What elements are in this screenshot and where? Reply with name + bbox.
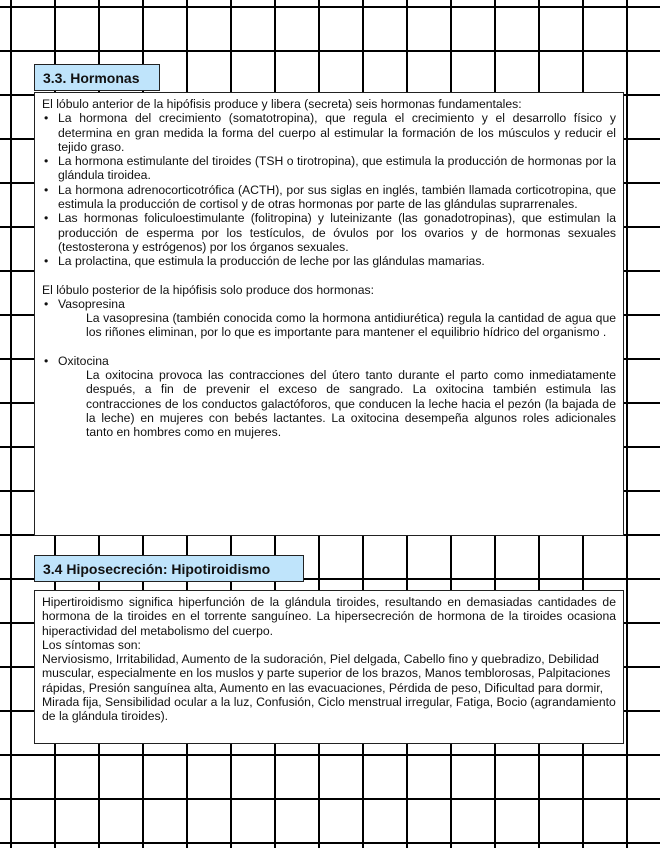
anterior-hormone-list (42, 111, 616, 268)
hormone-description: La vasopresina (también conocida como la hormona antidiurética) regula la cantidad de agua que los riñones eliminan, por lo que es importante para mantener el equilibrio hídrico del organismo . (86, 311, 616, 340)
bullet: • (44, 353, 49, 368)
list-item-text: La hormona del crecimiento (somatotropina), que regula el crecimiento y el desarrollo físico y determina en gran medida la forma del cuerpo al estimular la formación de los músculos y reducir el tejido graso. (58, 111, 616, 154)
hormone-description: La oxitocina provoca las contracciones del útero tanto durante el parto como inmediatamente después, a fin de prevenir el exceso de sangrado. La oxitocina también estimula las contracciones de los conductos galactóforos, que conducen la leche hacia el pezón (la bajada de la leche) en mujeres con bebés lactantes. La oxitocina desempeña algunos roles adicionales tanto en hombres como en mujeres. (86, 368, 616, 440)
list-item (42, 354, 616, 368)
list-item-text: La hormona estimulante del tiroides (TSH o tirotropina), que estimula la producción de hormonas por la glándula tiroidea. (58, 154, 616, 183)
hipotiroidismo-content-box (34, 590, 624, 744)
list-item (42, 111, 616, 154)
list-item (42, 183, 616, 212)
bullet: • (44, 182, 49, 197)
bullet: • (44, 296, 49, 311)
posterior-hormone-list-2 (42, 354, 616, 368)
posterior-intro: El lóbulo posterior de la hipófisis solo produce dos hormonas: (42, 282, 374, 297)
bullet: • (44, 211, 49, 226)
list-item (42, 154, 616, 183)
hipotiroidismo-paragraph: Hipertiroidismo significa hiperfunción de la glándula tiroides, resultando en demasiadas cantidades de hormona de la tiroides en el torrente sanguíneo. La hipersecreción de hormona de la tiroides ocasiona hiperactividad del metabolismo del cuerpo. (42, 595, 616, 638)
section-heading-hipotiroidismo: 3.4 Hiposecreción: Hipotiroidismo (34, 555, 304, 582)
symptoms-label: Los síntomas son: (42, 637, 141, 652)
list-item (42, 297, 616, 311)
hormone-name: Vasopresina (58, 296, 125, 311)
list-item-text: La hormona adrenocorticotrófica (ACTH), por sus siglas en inglés, también llamada corticotropina, que estimula la producción de cortisol y de otras hormonas por parte de las glándulas suprarrenales. (58, 182, 616, 212)
posterior-hormone-list (42, 297, 616, 311)
anterior-intro: El lóbulo anterior de la hipófisis produce y libera (secreta) seis hormonas fundamentales: (42, 97, 522, 111)
symptoms-list: Nerviosismo, Irritabilidad, Aumento de la sudoración, Piel delgada, Cabello fino y quebradizo, Debilidad muscular, especialmente en los muslos y parte superior de los brazos, Manos temblorosas, Palpitaciones rápidas, Presión sanguínea alta, Aumento en las evacuaciones, Pérdida de peso, Dificultad para dormir, Mirada fija, Sensibilidad ocular a la luz, Confusión, Ciclo menstrual irregular, Fatiga, Bocio (agrandamiento de la glándula tiroides). (42, 652, 616, 724)
hormonas-content-box (34, 92, 624, 536)
bullet: • (44, 154, 49, 169)
list-item-text: Las hormonas foliculoestimulante (folitropina) y luteinizante (las gonadotropinas), que estimulan la producción de esperma por los testículos, de óvulos por los ovarios y de hormonas sexuales (testosterona y estrógenos) por los órganos sexuales. (58, 211, 616, 254)
list-item (42, 211, 616, 254)
bullet: • (44, 254, 49, 269)
list-item (42, 254, 616, 268)
list-item-text: La prolactina, que estimula la producción de leche por las glándulas mamarias. (58, 254, 485, 269)
hormone-name: Oxitocina (58, 353, 109, 368)
bullet: • (44, 111, 49, 126)
section-heading-hormonas: 3.3. Hormonas (34, 64, 160, 91)
